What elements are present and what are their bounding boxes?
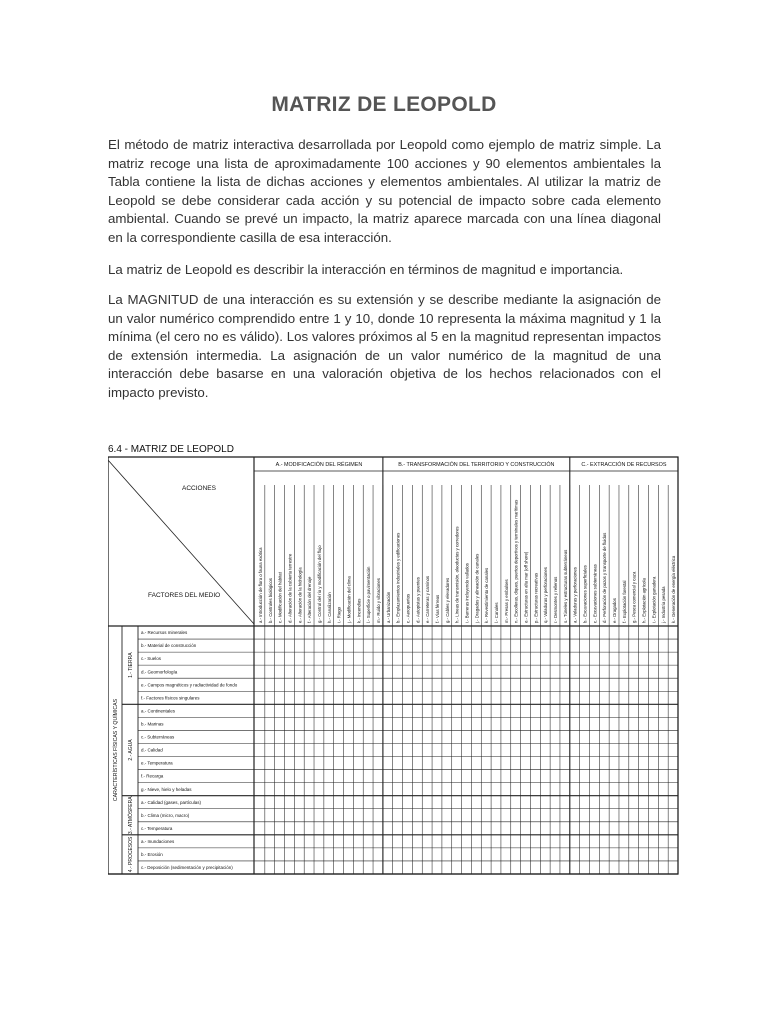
group-title: C.- EXTRACCIÓN DE RECURSOS — [581, 462, 667, 468]
action-label: g.- Control del río y modificación del flujo — [316, 545, 322, 623]
group-title: B.- TRANSFORMACIÓN DEL TERRITORIO Y CONSTRUCCIÓN — [398, 462, 555, 468]
action-label: c.- Aeropuertos — [405, 593, 411, 623]
action-label: b.- Excavaciones superficiales — [582, 565, 588, 623]
action-label: e.- Alteración de la hidrología — [297, 567, 303, 623]
action-label: a.- Introducción de flora o fauna exótica — [257, 547, 263, 623]
paragraph-text: El método de matriz interactiva desarrollada por Leopold como ejemplo de matriz simple. La matriz recoge una lista de aproximadamente 100 acciones y 90 elementos ambientales la Tabla contiene la lista de dichas acciones y elementos ambientales. Al utilizar la matriz de Leopold se debe considerar cada acción y su potencial de impacto sobre cada elemento ambiental. Cuando se prevé un impacto, la matriz aparece marcada con una línea diagonal en la correspondiente casilla de esa interacción. — [108, 137, 661, 245]
page-title: MATRIZ DE LEOPOLD — [271, 93, 497, 116]
action-label: l.- Canales — [494, 602, 500, 623]
action-label: n.- Escolleras, diques, puertos deportivos y terminales marítimas — [513, 499, 519, 623]
leopold-matrix-figure — [108, 445, 680, 875]
matrix-frame — [108, 457, 678, 874]
factor-label: g.- Nieve, hielo y heladas — [141, 786, 192, 792]
action-label: f.- Vías férreas — [434, 594, 440, 623]
action-label: e.- Dragados — [612, 598, 618, 623]
group-title: A.- MODIFICACIÓN DEL RÉGIMEN — [275, 462, 363, 468]
factor-label: c.- Temperatura — [141, 825, 173, 831]
factor-label: c.- Suelos — [141, 656, 162, 662]
action-label: m.- Presas y embalses — [503, 579, 509, 623]
action-label: p.- Estructuras recreativas — [533, 572, 539, 623]
action-label: d.- Autopistas y puentes — [415, 577, 421, 623]
factor-label: d.- Calidad — [141, 747, 163, 753]
action-label: o.- Estructuras en alta mar (off shore) — [523, 551, 529, 623]
action-label: i.- Riego — [336, 606, 342, 623]
action-label: i.- Barreras incluyendo vallados — [464, 563, 470, 623]
action-label: f.- Explotación forestal — [621, 580, 627, 623]
subgroup-label: 4.- PROCESOS — [128, 836, 134, 873]
factor-label: a.- Inundaciones — [141, 838, 175, 844]
action-label: j.- Modificación del clima — [346, 576, 352, 623]
action-label: k.- Incendios — [356, 598, 362, 623]
action-label: e.- Carreteras y caminos — [425, 575, 431, 623]
action-label: f.- Alteración del drenaje — [307, 576, 313, 623]
action-label: c.- Excavaciones subterráneas — [592, 564, 598, 623]
action-label: a.- Voladuras y perforaciones — [572, 567, 578, 623]
action-label: g.- Pesca comercial y caza — [631, 571, 637, 623]
action-label: i.- Explotación ganadera — [651, 576, 657, 623]
factor-label: b.- Marinas — [141, 721, 164, 727]
matrix-caption: 6.4 - MATRIZ DE LEOPOLD — [108, 445, 234, 454]
body-paragraph — [108, 261, 661, 280]
header-diagonal — [108, 460, 254, 624]
factor-label: a.- Continentales — [141, 708, 176, 714]
action-label: k.- Generación de energía eléctrica — [671, 555, 677, 623]
action-label: h.- Líneas de transmisión, oleoductos y corredores — [454, 526, 460, 623]
action-label: c.- Modificación del hábitat — [277, 572, 283, 623]
action-label: b.- Emplazamientos industriales y edificaciones — [395, 532, 401, 623]
action-label: b.- Controles biológicos — [267, 578, 273, 623]
action-label: j.- Industria pesada — [661, 586, 667, 623]
factor-label: e.- Temperatura — [141, 760, 173, 766]
action-label: k.- Revestimiento de canales — [484, 567, 490, 623]
subgroup-label: 3.- ATMÓSFERA — [128, 796, 134, 835]
action-label: d.- Perforación de pozos y transporte de fluidos — [602, 532, 608, 623]
subgroup-label: 2.- AGUA — [128, 739, 134, 761]
action-label: j.- Dragados y alineación de canales — [474, 553, 480, 623]
leopold-matrix — [108, 445, 680, 875]
body-paragraph — [108, 136, 661, 248]
action-label: m.- Ruido y vibraciones — [375, 578, 381, 623]
factor-label: b.- Clima (micro, macro) — [141, 812, 190, 818]
factores-label: FACTORES DEL MEDIO — [148, 592, 221, 599]
factor-label: a.- Calidad (gases, partículas) — [141, 799, 202, 805]
factor-label: f.- Factores físicos singulares — [141, 695, 200, 701]
action-label: h.- Canalización — [326, 592, 332, 623]
action-label: a.- Urbanización — [385, 591, 391, 623]
subgroup-label: 1.- TIERRA — [128, 652, 134, 678]
action-label: q.- Voladuras y perforaciones — [543, 567, 549, 623]
action-label: s.- Túneles y estructuras subterráneas — [562, 549, 568, 623]
action-label: d.- Alteración de la cubierta terrestre — [287, 553, 293, 623]
factor-label: b.- Erosión — [141, 852, 163, 858]
action-label: l.- Superficie o pavimentación — [366, 566, 372, 623]
action-label: h.- Explotación agrícola — [641, 578, 647, 623]
factor-label: a.- Recursos minerales — [141, 630, 188, 636]
factor-label: c.- Subterráneas — [141, 734, 175, 740]
factor-label: e.- Campos magnéticos y radiactividad de fondo — [141, 682, 238, 688]
paragraph-text: La MAGNITUD de una interacción es su extensión y se describe mediante la asignación de un valor numérico comprendido entre 1 y 10, donde 10 representa la máxima magnitud y 1 la mínima (el cero no es válido). Los valores próximos al 5 en la magnitud representan impactos de extensión intermedia. La asignación de un valor numérico de la magnitud de una interacción debe basarse en una valoración objetiva de los hechos relacionados con el impacto previsto. — [108, 292, 661, 400]
side-category-label: CARACTERÍSTICAS FÍSICAS Y QUÍMICAS — [113, 698, 119, 802]
factor-label: d.- Geomorfología — [141, 669, 178, 675]
body-paragraph — [108, 291, 661, 403]
acciones-label: ACCIONES — [182, 485, 216, 492]
factor-label: f.- Recarga — [141, 773, 164, 779]
factor-label: c.- Deposición (sedimentación y precipitación) — [141, 865, 233, 871]
action-label: r.- Desmontes y rellenos — [553, 576, 559, 623]
paragraph-text: La matriz de Leopold es describir la interacción en términos de magnitud e importancia. — [108, 262, 624, 277]
factor-label: b.- Material de construcción — [141, 643, 197, 649]
action-label: g.- Cables y elevadores — [444, 577, 450, 623]
